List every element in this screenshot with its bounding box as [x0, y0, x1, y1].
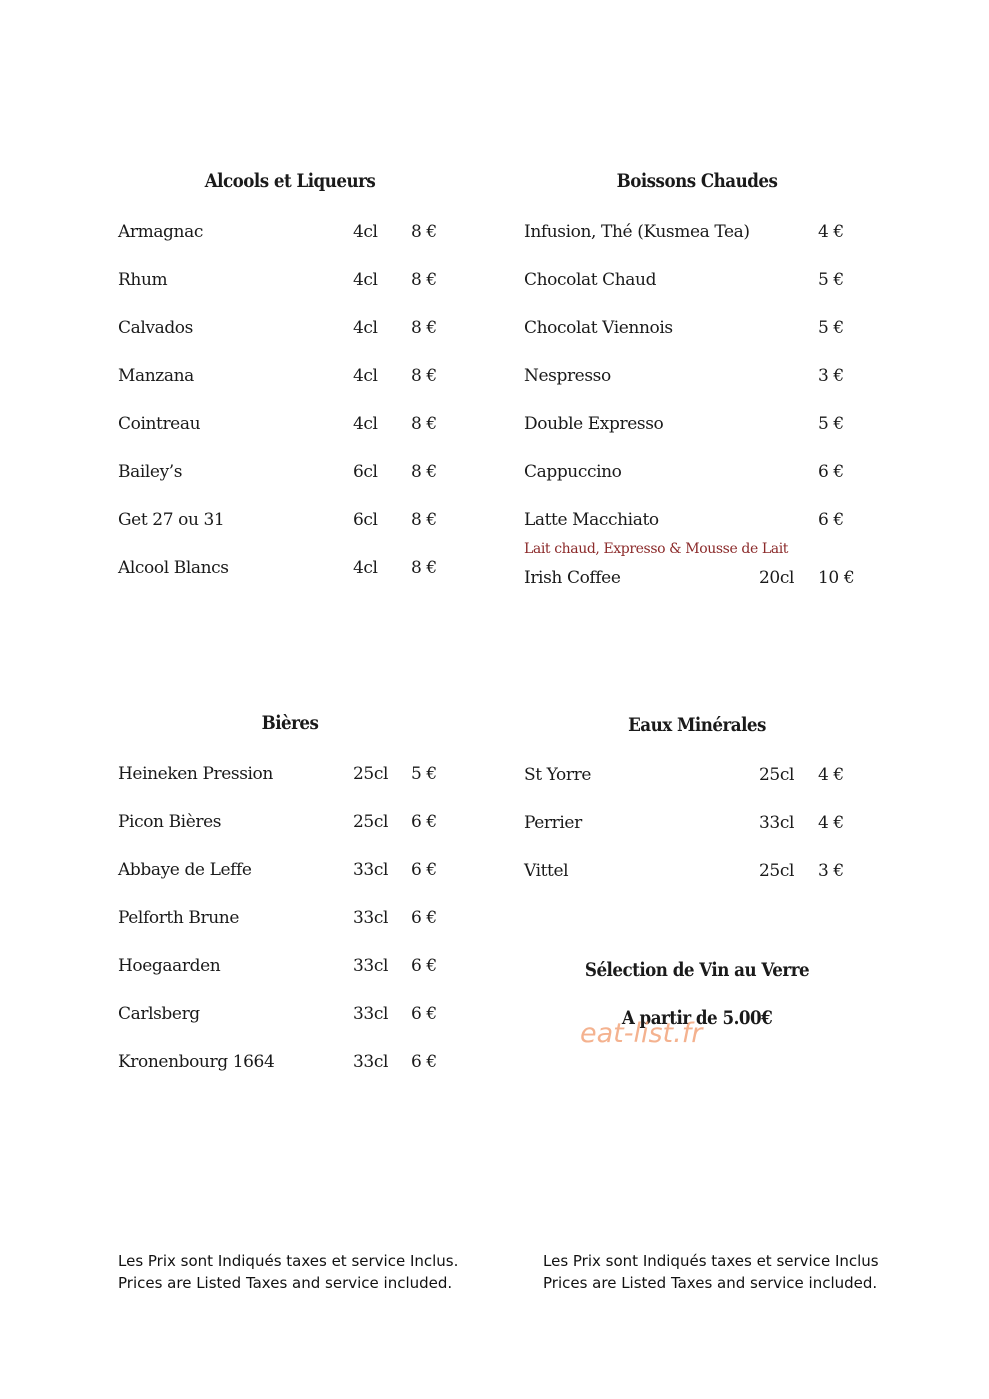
- menu-item: [118, 558, 478, 582]
- menu-item: [524, 462, 884, 486]
- menu-item: [118, 860, 478, 884]
- item-price: 10 €: [818, 568, 855, 588]
- menu-item: [524, 813, 884, 837]
- footer-right: [543, 1250, 879, 1294]
- menu-item: [524, 861, 884, 885]
- item-name: Alcool Blancs: [118, 558, 229, 578]
- item-price: 6 €: [411, 812, 437, 832]
- item-price: 8 €: [411, 270, 437, 290]
- item-name: St Yorre: [524, 765, 591, 785]
- menu-item: [118, 318, 478, 342]
- vin-title: Sélection de Vin au Verre: [584, 959, 810, 981]
- menu-item: [524, 510, 884, 534]
- item-size: 25cl: [353, 812, 388, 832]
- vin-subtitle: A partir de 5.00€: [621, 1007, 773, 1029]
- item-price: 6 €: [411, 908, 437, 928]
- item-size: 6cl: [353, 462, 378, 482]
- item-name: Vittel: [524, 861, 569, 881]
- item-price: 5 €: [818, 414, 844, 434]
- item-price: 6 €: [818, 462, 844, 482]
- item-size: 4cl: [353, 270, 378, 290]
- item-name: Pelforth Brune: [118, 908, 239, 928]
- item-price: 6 €: [411, 1004, 437, 1024]
- item-name: Perrier: [524, 813, 582, 833]
- item-price: 3 €: [818, 861, 844, 881]
- item-name: Calvados: [118, 318, 193, 338]
- item-name: Cointreau: [118, 414, 201, 434]
- item-price: 4 €: [818, 813, 844, 833]
- item-name: Double Expresso: [524, 414, 664, 434]
- item-name: Kronenbourg 1664: [118, 1052, 275, 1072]
- menu-item: [118, 812, 478, 836]
- menu-item: [524, 366, 884, 390]
- menu-item: [118, 956, 478, 980]
- footer-right-line2: Prices are Listed Taxes and service included.: [543, 1274, 878, 1292]
- item-name: Chocolat Viennois: [524, 318, 673, 338]
- footer-left-line1: Les Prix sont Indiqués taxes et service Inclus.: [118, 1252, 459, 1270]
- item-size: 33cl: [353, 860, 388, 880]
- menu-item: [524, 318, 884, 342]
- item-price: 6 €: [411, 956, 437, 976]
- item-name: Chocolat Chaud: [524, 270, 657, 290]
- item-name: Bailey’s: [118, 462, 183, 482]
- item-price: 5 €: [411, 764, 437, 784]
- item-name: Get 27 ou 31: [118, 510, 225, 530]
- item-size: 33cl: [353, 956, 388, 976]
- item-name: Picon Bières: [118, 812, 222, 832]
- menu-item: [524, 270, 884, 294]
- menu-item: [524, 222, 884, 246]
- item-price: 8 €: [411, 222, 437, 242]
- item-size: 25cl: [759, 765, 794, 785]
- menu-item: [118, 414, 478, 438]
- item-name: Abbaye de Leffe: [118, 860, 252, 880]
- item-price: 4 €: [818, 222, 844, 242]
- menu-item: [118, 510, 478, 534]
- item-price: 6 €: [411, 1052, 437, 1072]
- item-size: 33cl: [353, 908, 388, 928]
- item-price: 8 €: [411, 366, 437, 386]
- menu-item: [524, 414, 884, 438]
- item-name: Rhum: [118, 270, 168, 290]
- footer-right-line1: Les Prix sont Indiqués taxes et service Inclus: [543, 1252, 879, 1270]
- item-size: 6cl: [353, 510, 378, 530]
- item-name: Latte Macchiato: [524, 510, 659, 530]
- item-name: Manzana: [118, 366, 194, 386]
- item-price: 8 €: [411, 414, 437, 434]
- item-size: 4cl: [353, 366, 378, 386]
- item-name: Nespresso: [524, 366, 611, 386]
- menu-item: [118, 366, 478, 390]
- item-price: 8 €: [411, 318, 437, 338]
- item-size: 4cl: [353, 222, 378, 242]
- item-price: 6 €: [818, 510, 844, 530]
- menu-item: [118, 462, 478, 486]
- eaux-title: Eaux Minérales: [628, 714, 766, 736]
- item-name: Hoegaarden: [118, 956, 221, 976]
- item-price: 8 €: [411, 558, 437, 578]
- menu-item-irish-coffee: [524, 568, 864, 592]
- menu-item: [118, 270, 478, 294]
- alcools-title: Alcools et Liqueurs: [204, 170, 376, 192]
- item-name: Carlsberg: [118, 1004, 200, 1024]
- bieres-title: Bières: [261, 712, 319, 734]
- item-price: 5 €: [818, 318, 844, 338]
- item-name: Armagnac: [118, 222, 203, 242]
- item-name: Infusion, Thé (Kusmea Tea): [524, 222, 750, 242]
- item-size: 25cl: [353, 764, 388, 784]
- item-size: 4cl: [353, 318, 378, 338]
- menu-item: [118, 764, 478, 788]
- item-price: 8 €: [411, 462, 437, 482]
- item-price: 3 €: [818, 366, 844, 386]
- item-price: 4 €: [818, 765, 844, 785]
- item-name: Cappuccino: [524, 462, 622, 482]
- item-size: 20cl: [759, 568, 794, 588]
- watermark: eat-list.fr: [580, 1018, 703, 1049]
- chaudes-title: Boissons Chaudes: [616, 170, 778, 192]
- item-price: 8 €: [411, 510, 437, 530]
- item-price: 5 €: [818, 270, 844, 290]
- footer-left-line2: Prices are Listed Taxes and service included.: [118, 1274, 453, 1292]
- menu-item: [118, 908, 478, 932]
- item-name: Heineken Pression: [118, 764, 273, 784]
- footer-left: [118, 1250, 458, 1294]
- item-size: 33cl: [353, 1052, 388, 1072]
- item-size: 4cl: [353, 558, 378, 578]
- menu-item: [118, 1052, 478, 1076]
- item-price: 6 €: [411, 860, 437, 880]
- menu-item: [118, 1004, 478, 1028]
- menu-item: [118, 222, 478, 246]
- menu-item: [524, 765, 884, 789]
- item-size: 33cl: [759, 813, 794, 833]
- item-size: 25cl: [759, 861, 794, 881]
- item-size: 33cl: [353, 1004, 388, 1024]
- item-name: Irish Coffee: [524, 568, 621, 588]
- item-size: 4cl: [353, 414, 378, 434]
- latte-note: Lait chaud, Expresso & Mousse de Lait: [524, 541, 789, 557]
